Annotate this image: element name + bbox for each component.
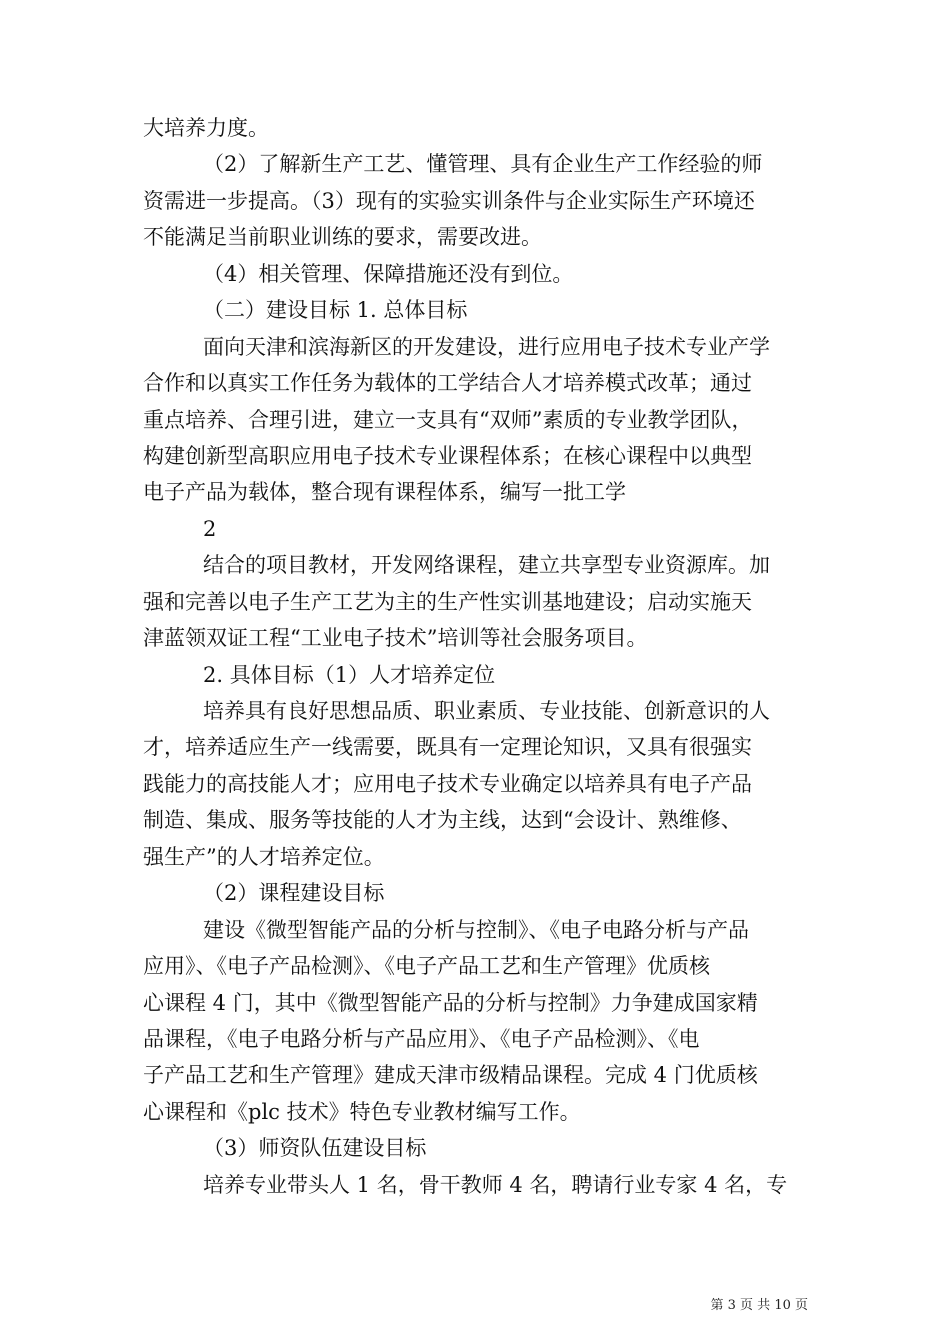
text-line: 心课程 4 门，其中《微型智能产品的分析与控制》力争建成国家精: [143, 991, 758, 1015]
page-footer: 第 3 页 共 10 页: [710, 1298, 808, 1313]
text-line: 才，培养适应生产一线需要，既具有一定理论知识，又具有很强实: [143, 735, 752, 759]
text-line: （2）了解新生产工艺、懂管理、具有企业生产工作经验的师: [203, 152, 763, 176]
page-break-number: 2: [203, 517, 217, 541]
text-line: （4）相关管理、保障措施还没有到位。: [203, 262, 574, 286]
text-line: 制造、集成、服务等技能的人才为主线，达到“会设计、熟维修、: [143, 808, 742, 832]
text-line: 品课程，《电子电路分析与产品应用》、《电子产品检测》、《电: [143, 1027, 700, 1051]
text-line: （二）建设目标 1. 总体目标: [203, 298, 468, 322]
text-line: 结合的项目教材，开发网络课程，建立共享型专业资源库。加: [203, 553, 770, 577]
text-line: 构建创新型高职应用电子技术专业课程体系；在核心课程中以典型: [143, 444, 752, 468]
text-line: 资需进一步提高。（3）现有的实验实训条件与企业实际生产环境还: [143, 189, 755, 213]
text-line: 2. 具体目标（1）人才培养定位: [203, 663, 496, 687]
text-line: 电子产品为载体，整合现有课程体系，编写一批工学: [143, 480, 626, 504]
text-line: 应用》、《电子产品检测》、《电子产品工艺和生产管理》优质核: [143, 954, 710, 978]
text-line: 培养专业带头人 1 名，骨干教师 4 名，聘请行业专家 4 名，专: [203, 1173, 788, 1197]
text-line: 践能力的高技能人才；应用电子技术专业确定以培养具有电子产品: [143, 772, 752, 796]
text-line: 津蓝领双证工程“工业电子技术”培训等社会服务项目。: [143, 626, 648, 650]
text-line: 大培养力度。: [143, 116, 269, 140]
text-line: 重点培养、合理引进，建立一支具有“双师”素质的专业教学团队，: [143, 408, 753, 432]
text-line: 建设《微型智能产品的分析与控制》、《电子电路分析与产品: [203, 918, 749, 942]
text-line: 强和完善以电子生产工艺为主的生产性实训基地建设；启动实施天: [143, 590, 752, 614]
text-line: （3）师资队伍建设目标: [203, 1136, 427, 1160]
text-line: （2）课程建设目标: [203, 881, 385, 905]
text-line: 子产品工艺和生产管理》建成天津市级精品课程。完成 4 门优质核: [143, 1063, 758, 1087]
text-line: 合作和以真实工作任务为载体的工学结合人才培养模式改革；通过: [143, 371, 752, 395]
text-line: 强生产”的人才培养定位。: [143, 845, 385, 869]
text-line: 不能满足当前职业训练的要求，需要改进。: [143, 225, 542, 249]
text-line: 面向天津和滨海新区的开发建设，进行应用电子技术专业产学: [203, 335, 770, 359]
text-line: 培养具有良好思想品质、职业素质、专业技能、创新意识的人: [203, 699, 770, 723]
text-line: 心课程和《plc 技术》特色专业教材编写工作。: [143, 1100, 581, 1124]
